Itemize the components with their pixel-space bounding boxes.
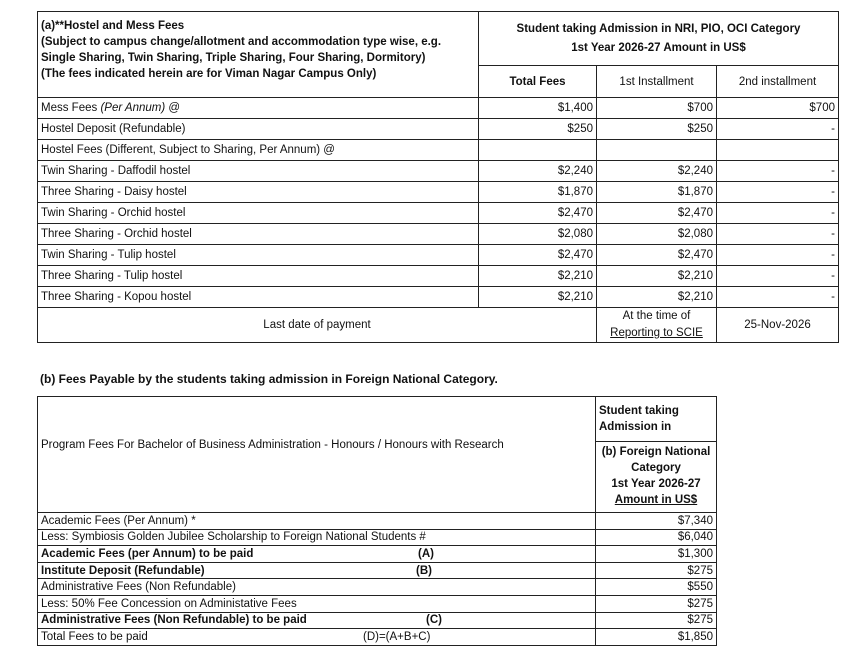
- amount: $1,850: [596, 629, 717, 646]
- table-row: [38, 629, 717, 646]
- category-header-line2: 1st Year 2026-27 Amount in US$: [571, 41, 746, 54]
- table-row: [38, 203, 839, 224]
- label-text: Less: 50% Fee Concession on Administative Fees: [41, 597, 297, 610]
- amount: $275: [596, 612, 717, 629]
- last-date-second-installment: 25-Nov-2026: [717, 308, 839, 343]
- section-b-heading: (b) Fees Payable by the students taking admission in Foreign National Category.: [40, 372, 498, 386]
- label-text: Institute Deposit (Refundable): [41, 564, 205, 577]
- table-row: [38, 161, 839, 182]
- first-installment: $1,870: [597, 182, 717, 203]
- total-fees: $250: [479, 119, 597, 140]
- category-header: [479, 12, 839, 66]
- category-header-line2: 1st Year 2026-27: [611, 478, 701, 490]
- table-row: [38, 224, 839, 245]
- total-fees: $2,080: [479, 224, 597, 245]
- amount: $6,040: [596, 529, 717, 546]
- second-installment: $700: [717, 98, 839, 119]
- row-label: Twin Sharing - Daffodil hostel: [38, 161, 479, 182]
- second-installment: -: [717, 203, 839, 224]
- row-label: [38, 546, 596, 563]
- last-date-first-installment: [597, 308, 717, 343]
- last-date-label: Last date of payment: [38, 308, 597, 343]
- row-label: [38, 562, 596, 579]
- row-label: [38, 629, 596, 646]
- first-installment: [597, 140, 717, 161]
- label-text: Administrative Fees (Non Refundable): [41, 581, 236, 594]
- first-installment-due-line2: Reporting to SCIE: [610, 327, 703, 339]
- table-row: [38, 182, 839, 203]
- row-tag: (A): [418, 547, 434, 560]
- total-fees: [479, 140, 597, 161]
- second-installment: -: [717, 224, 839, 245]
- table-row: [38, 546, 717, 563]
- amount: $275: [596, 562, 717, 579]
- hostel-section-header: [38, 12, 479, 98]
- label-text: Academic Fees (Per Annum) *: [41, 514, 196, 527]
- total-fees: $2,210: [479, 287, 597, 308]
- table-row: [38, 287, 839, 308]
- total-fees: $1,870: [479, 182, 597, 203]
- second-installment: [717, 140, 839, 161]
- row-label: Three Sharing - Daisy hostel: [38, 182, 479, 203]
- first-installment: $2,210: [597, 266, 717, 287]
- amount: $7,340: [596, 513, 717, 530]
- col-1st-installment: 1st Installment: [597, 66, 717, 98]
- table-row: [38, 140, 839, 161]
- label-italic: (Per Annum): [100, 102, 166, 114]
- program-title: Program Fees For Bachelor of Business Administration - Honours / Honours with Research: [38, 397, 596, 513]
- first-installment: $2,210: [597, 287, 717, 308]
- first-installment: $2,240: [597, 161, 717, 182]
- last-date-row: [38, 308, 839, 343]
- row-tag: (D)=(A+B+C): [363, 630, 431, 643]
- second-installment: -: [717, 245, 839, 266]
- row-label: Twin Sharing - Tulip hostel: [38, 245, 479, 266]
- table-row: [38, 529, 717, 546]
- col-total-fees: Total Fees: [479, 66, 597, 98]
- second-installment: -: [717, 287, 839, 308]
- row-label: [38, 513, 596, 530]
- row-label: [38, 529, 596, 546]
- first-installment: $2,470: [597, 203, 717, 224]
- table-row: [38, 579, 717, 596]
- first-installment-due-line1: At the time of: [622, 310, 691, 322]
- table-row: [38, 266, 839, 287]
- first-installment: $700: [597, 98, 717, 119]
- table-row: [38, 245, 839, 266]
- row-label: [38, 612, 596, 629]
- hostel-mess-fees-table: [37, 11, 839, 343]
- second-installment: -: [717, 161, 839, 182]
- row-tag: (B): [416, 564, 432, 577]
- row-label: Three Sharing - Tulip hostel: [38, 266, 479, 287]
- hostel-section-title: (a)**Hostel and Mess Fees: [41, 20, 185, 32]
- category-header-bottom: [596, 442, 717, 513]
- row-label: Hostel Fees (Different, Subject to Sharing, Per Annum) @: [38, 140, 479, 161]
- second-installment: -: [717, 182, 839, 203]
- amount: $550: [596, 579, 717, 596]
- category-header-line1: Student taking Admission in NRI, PIO, OCI Category: [516, 22, 801, 35]
- total-fees: $1,400: [479, 98, 597, 119]
- category-header-line1: (b) Foreign National Category: [601, 446, 711, 474]
- table-row: [38, 612, 717, 629]
- hostel-section-campus-note: (The fees indicated herein are for Viman Nagar Campus Only): [41, 68, 377, 80]
- second-installment: -: [717, 119, 839, 140]
- table-row: [38, 595, 717, 612]
- hostel-section-subtitle: (Subject to campus change/allotment and accommodation type wise, e.g. Single Sharing, Twin Sharing, Triple Sharing, Four Sharing, Dormitory): [41, 36, 442, 64]
- row-label: Twin Sharing - Orchid hostel: [38, 203, 479, 224]
- table-row: [38, 119, 839, 140]
- row-tag: (C): [426, 614, 442, 627]
- amount: $1,300: [596, 546, 717, 563]
- first-installment: $250: [597, 119, 717, 140]
- label-text: Less: Symbiosis Golden Jubilee Scholarship to Foreign National Students #: [41, 531, 426, 544]
- first-installment: $2,080: [597, 224, 717, 245]
- row-label: Three Sharing - Orchid hostel: [38, 224, 479, 245]
- label-text: Academic Fees (per Annum) to be paid: [41, 547, 254, 560]
- label-suffix: @: [165, 102, 181, 114]
- table-row: [38, 98, 839, 119]
- label-text: Administrative Fees (Non Refundable) to be paid: [41, 614, 307, 627]
- total-fees: $2,470: [479, 245, 597, 266]
- label-text: Total Fees to be paid: [41, 630, 148, 643]
- table-row: [38, 513, 717, 530]
- total-fees: $2,240: [479, 161, 597, 182]
- foreign-national-fees-table: [37, 396, 717, 646]
- label-text: Mess Fees: [41, 102, 101, 114]
- row-label: [38, 98, 479, 119]
- row-label: Hostel Deposit (Refundable): [38, 119, 479, 140]
- row-label: Three Sharing - Kopou hostel: [38, 287, 479, 308]
- table-row: [38, 562, 717, 579]
- row-label: [38, 579, 596, 596]
- col-2nd-installment: 2nd installment: [717, 66, 839, 98]
- row-label: [38, 595, 596, 612]
- first-installment: $2,470: [597, 245, 717, 266]
- second-installment: -: [717, 266, 839, 287]
- category-header-line3: Amount in US$: [614, 494, 698, 506]
- total-fees: $2,210: [479, 266, 597, 287]
- amount: $275: [596, 595, 717, 612]
- total-fees: $2,470: [479, 203, 597, 224]
- category-header-top: Student taking Admission in: [596, 397, 717, 442]
